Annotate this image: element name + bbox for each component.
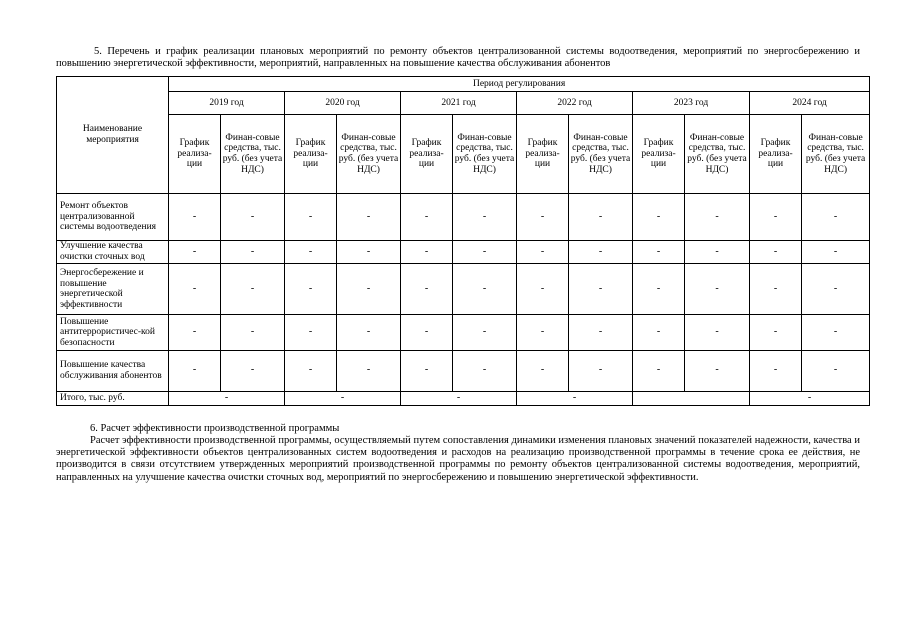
finance-cell: - (337, 315, 401, 350)
finance-cell: - (221, 315, 285, 350)
finance-cell: - (685, 350, 750, 391)
total-cell: - (401, 391, 517, 405)
finance-cell: - (569, 315, 633, 350)
finance-cell: - (685, 193, 750, 240)
finance-cell: - (569, 264, 633, 315)
schedule-cell: - (401, 350, 453, 391)
subheader-schedule: График реализа-ции (285, 115, 337, 193)
subheader-schedule: График реализа-ции (750, 115, 802, 193)
finance-cell: - (685, 264, 750, 315)
total-cell: - (285, 391, 401, 405)
schedule-cell: - (401, 315, 453, 350)
total-cell: - (169, 391, 285, 405)
schedule-cell: - (750, 350, 802, 391)
section-5-heading: 5. Перечень и график реализации плановых мероприятий по ремонту объектов централизованной системы водоотведения, мероприятий по энергосбережению и повышению энергетической эффективности, мероприятий, направленных на повышение качества обслуживания абонентов (56, 46, 860, 70)
finance-cell: - (569, 350, 633, 391)
finance-cell: - (337, 240, 401, 263)
total-cell: - (750, 391, 870, 405)
table-row (57, 264, 870, 315)
schedule-cell: - (285, 350, 337, 391)
schedule-cell: - (401, 193, 453, 240)
finance-cell: - (569, 240, 633, 263)
table-row (57, 350, 870, 391)
finance-cell: - (453, 350, 517, 391)
schedule-cell: - (750, 264, 802, 315)
finance-cell: - (685, 240, 750, 263)
measure-name-cell: Повышение качества обслуживания абонентов (57, 350, 169, 391)
subheader-finance: Финан-совые средства, тыс. руб. (без учета НДС) (685, 115, 750, 193)
finance-cell: - (337, 264, 401, 315)
finance-cell: - (221, 240, 285, 263)
subheader-schedule: График реализа-ции (169, 115, 221, 193)
section-6-heading: 6. Расчет эффективности производственной программы (90, 423, 340, 434)
finance-cell: - (221, 193, 285, 240)
subheader-schedule: График реализа-ции (517, 115, 569, 193)
finance-cell: - (221, 350, 285, 391)
subheader-schedule: График реализа-ции (633, 115, 685, 193)
year-header: 2019 год (169, 92, 285, 115)
finance-cell: - (802, 350, 870, 391)
schedule-cell: - (633, 350, 685, 391)
measures-table (56, 76, 870, 406)
finance-cell: - (802, 193, 870, 240)
column-header-measure-name: Наименование мероприятия (57, 77, 169, 194)
finance-cell: - (569, 193, 633, 240)
finance-cell: - (802, 264, 870, 315)
finance-cell: - (453, 315, 517, 350)
schedule-cell: - (169, 350, 221, 391)
year-header: 2023 год (633, 92, 750, 115)
schedule-cell: - (169, 264, 221, 315)
finance-cell: - (337, 350, 401, 391)
schedule-cell: - (633, 193, 685, 240)
schedule-cell: - (169, 240, 221, 263)
year-header: 2020 год (285, 92, 401, 115)
schedule-cell: - (633, 240, 685, 263)
finance-cell: - (337, 193, 401, 240)
schedule-cell: - (285, 240, 337, 263)
finance-cell: - (685, 315, 750, 350)
measure-name-cell: Ремонт объектов централизованной системы водоотведения (57, 193, 169, 240)
table-body (57, 77, 870, 406)
subheader-finance: Финан-совые средства, тыс. руб. (без учета НДС) (802, 115, 870, 193)
total-cell (633, 391, 750, 405)
schedule-cell: - (517, 240, 569, 263)
year-header: 2024 год (750, 92, 870, 115)
year-header: 2022 год (517, 92, 633, 115)
schedule-cell: - (517, 350, 569, 391)
section-6-body: Расчет эффективности производственной программы, осуществляемый путем сопоставления динамики изменения плановых значений показателей надежности, качества и энергетической эффективности объектов централизованных систем водоотведения и расходов на реализацию производственной программы в течение срока ее действия, не производится в связи отсутствием утвержденных мероприятий производственной программы по ремонту объектов централизованной системы водоотведения, мероприятий, направленных на улучшение качества очистки сточных вод, мероприятий по энергосбережению и повышению энергетической эффективности. (56, 435, 860, 483)
measure-name-cell: Улучшение качества очистки сточных вод (57, 240, 169, 263)
schedule-cell: - (169, 315, 221, 350)
finance-cell: - (221, 264, 285, 315)
year-header: 2021 год (401, 92, 517, 115)
schedule-cell: - (633, 264, 685, 315)
subheader-finance: Финан-совые средства, тыс. руб. (без учета НДС) (337, 115, 401, 193)
schedule-cell: - (401, 264, 453, 315)
schedule-cell: - (750, 315, 802, 350)
schedule-cell: - (169, 193, 221, 240)
header-row-period (57, 77, 870, 92)
subheader-finance: Финан-совые средства, тыс. руб. (без учета НДС) (569, 115, 633, 193)
total-label: Итого, тыс. руб. (57, 391, 169, 405)
subheader-finance: Финан-совые средства, тыс. руб. (без учета НДС) (221, 115, 285, 193)
schedule-cell: - (285, 193, 337, 240)
header-row-subcolumns (57, 115, 870, 193)
schedule-cell: - (517, 315, 569, 350)
table-row (57, 193, 870, 240)
column-header-period: Период регулирования (169, 77, 870, 92)
measure-name-cell: Повышение антитеррористичес-кой безопасности (57, 315, 169, 350)
schedule-cell: - (285, 264, 337, 315)
schedule-cell: - (517, 193, 569, 240)
finance-cell: - (453, 240, 517, 263)
total-row (57, 391, 870, 405)
finance-cell: - (802, 315, 870, 350)
subheader-finance: Финан-совые средства, тыс. руб. (без учета НДС) (453, 115, 517, 193)
schedule-cell: - (517, 264, 569, 315)
schedule-cell: - (633, 315, 685, 350)
schedule-cell: - (401, 240, 453, 263)
finance-cell: - (453, 193, 517, 240)
table-row (57, 240, 870, 263)
schedule-cell: - (750, 240, 802, 263)
schedule-cell: - (750, 193, 802, 240)
measure-name-cell: Энергосбережение и повышение энергетической эффективности (57, 264, 169, 315)
table-row (57, 315, 870, 350)
finance-cell: - (802, 240, 870, 263)
schedule-cell: - (285, 315, 337, 350)
header-row-years (57, 92, 870, 115)
subheader-schedule: График реализа-ции (401, 115, 453, 193)
total-cell: - (517, 391, 633, 405)
finance-cell: - (453, 264, 517, 315)
